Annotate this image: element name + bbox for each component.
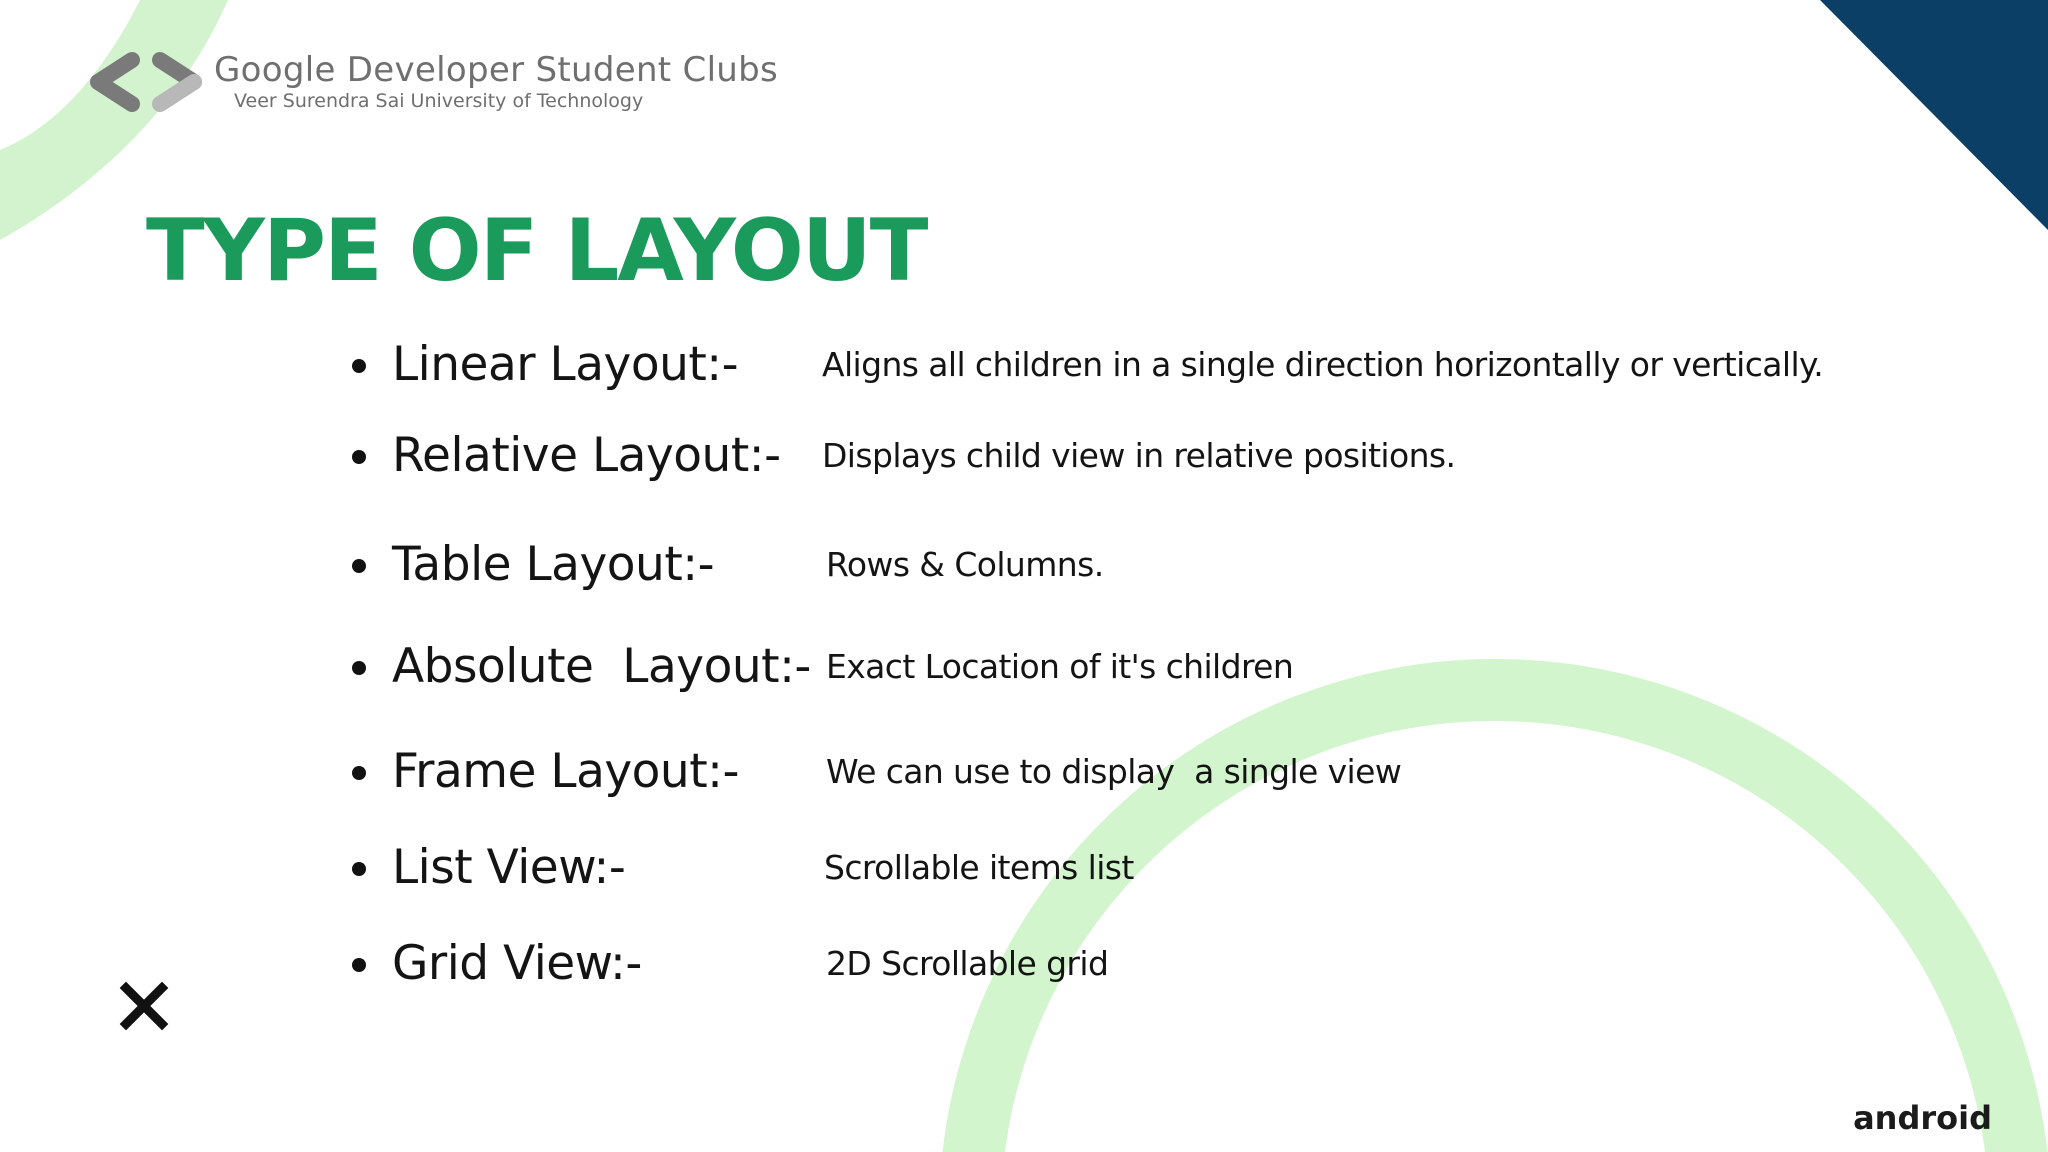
bullet-icon <box>352 862 366 876</box>
layout-name: Table Layout:- <box>392 537 715 592</box>
brand-subtitle: Veer Surendra Sai University of Technology <box>234 90 644 112</box>
layout-description: We can use to display a single view <box>826 752 1402 791</box>
layout-description: Scrollable items list <box>824 848 1134 887</box>
layout-name: Frame Layout:- <box>392 744 739 799</box>
bullet-icon <box>352 958 366 972</box>
layout-name: Relative Layout:- <box>392 428 781 483</box>
layout-name: Grid View:- <box>392 936 642 991</box>
layout-description: Exact Location of it's children <box>826 647 1294 686</box>
list-item <box>0 838 2048 898</box>
gdsc-code-brackets-icon <box>86 50 206 120</box>
layout-name: List View:- <box>392 840 626 895</box>
bullet-icon <box>352 766 366 780</box>
bullet-icon <box>352 661 366 675</box>
top-right-corner <box>1820 0 2048 230</box>
layout-description: Rows & Columns. <box>826 545 1104 584</box>
layout-description: Aligns all children in a single direction horizontally or vertically. <box>822 345 1824 384</box>
slide-title: TYPE OF LAYOUT <box>146 201 927 301</box>
android-label: android <box>1853 1099 1992 1137</box>
layout-name: Absolute Layout:- <box>392 639 811 694</box>
list-item <box>0 335 2048 395</box>
list-item <box>0 742 2048 802</box>
close-icon[interactable] <box>118 980 170 1032</box>
layout-name: Linear Layout:- <box>392 337 739 392</box>
list-item <box>0 426 2048 486</box>
list-item <box>0 934 2048 994</box>
bullet-icon <box>352 559 366 573</box>
bullet-icon <box>352 450 366 464</box>
brand-name: Google Developer Student Clubs <box>214 50 779 90</box>
bullet-icon <box>352 359 366 373</box>
brand-header <box>86 50 779 120</box>
list-item <box>0 637 2048 697</box>
brand-text <box>214 50 778 112</box>
list-item <box>0 535 2048 595</box>
layout-description: Displays child view in relative positions. <box>822 436 1456 475</box>
layout-description: 2D Scrollable grid <box>826 944 1109 983</box>
